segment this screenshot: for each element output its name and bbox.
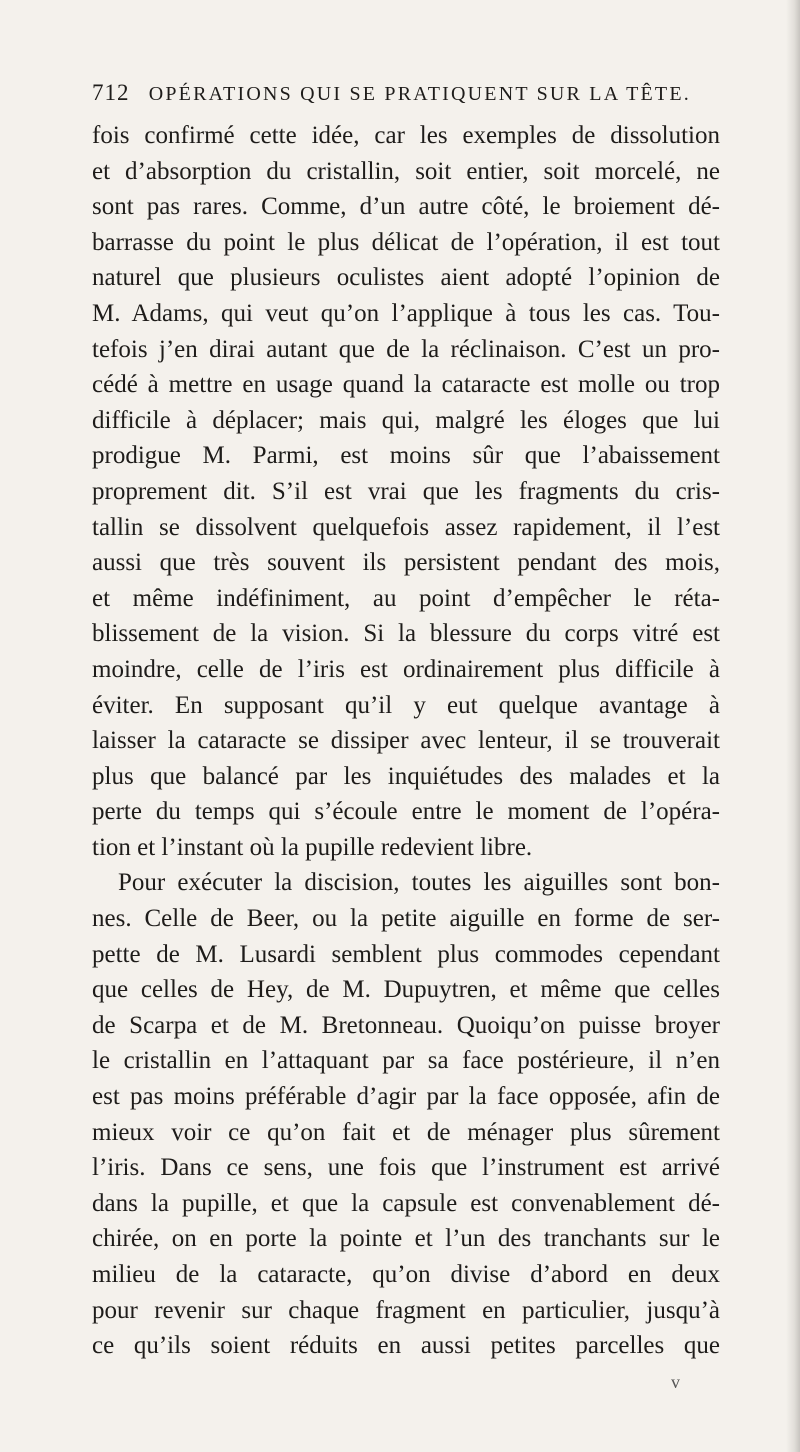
text-line: éviter. En supposant qu’il y eut quelque avantage à bbox=[92, 691, 720, 719]
text-line: barrasse du point le plus délicat de l’opération, il est tout bbox=[92, 228, 720, 256]
text-line: mieux voir ce qu’on fait et de ménager plus sûrement bbox=[92, 1118, 720, 1146]
text-line: pour revenir sur chaque fragment en particulier, jusqu’à bbox=[92, 1296, 720, 1324]
text-line: M. Adams, qui veut qu’on l’applique à tous les cas. Tou- bbox=[92, 299, 720, 327]
text-line: et même indéfiniment, au point d’empêcher le réta- bbox=[92, 584, 720, 612]
text-line: sont pas rares. Comme, d’un autre côté, le broiement dé- bbox=[92, 193, 720, 221]
text-line: et d’absorption du cristallin, soit entier, soit morcelé, ne bbox=[92, 157, 720, 185]
text-line: moindre, celle de l’iris est ordinairement plus difficile à bbox=[92, 655, 720, 683]
text-line: tefois j’en dirai autant que de la réclinaison. C’est un pro- bbox=[92, 335, 720, 363]
text-line: le cristallin en l’attaquant par sa face postérieure, il n’en bbox=[92, 1047, 720, 1075]
text-line: proprement dit. S’il est vrai que les fragments du cris- bbox=[92, 477, 720, 505]
text-line: est pas moins préférable d’agir par la face opposée, afin de bbox=[92, 1083, 720, 1111]
text-line: dans la pupille, et que la capsule est convenablement dé- bbox=[92, 1189, 720, 1217]
page-edge-shadow bbox=[786, 0, 800, 1452]
text-line: chirée, on en porte la pointe et l’un des tranchants sur le bbox=[92, 1225, 720, 1253]
text-line: difficile à déplacer; mais qui, malgré les éloges que lui bbox=[92, 406, 720, 434]
text-line: prodigue M. Parmi, est moins sûr que l’abaissement bbox=[92, 442, 720, 470]
text-line: nes. Celle de Beer, ou la petite aiguille en forme de ser- bbox=[92, 905, 720, 933]
text-line: aussi que très souvent ils persistent pendant des mois, bbox=[92, 549, 720, 577]
text-line: l’iris. Dans ce sens, une fois que l’instrument est arrivé bbox=[92, 1154, 720, 1182]
text-line: laisser la cataracte se dissiper avec lenteur, il se trouverait bbox=[92, 727, 720, 755]
text-line: blissement de la vision. Si la blessure du corps vitré est bbox=[92, 620, 720, 648]
text-line: naturel que plusieurs oculistes aient adopté l’opinion de bbox=[92, 264, 720, 292]
text-line: perte du temps qui s’écoule entre le moment de l’opéra- bbox=[92, 798, 720, 826]
text-line: cédé à mettre en usage quand la cataracte est molle ou trop bbox=[92, 371, 720, 399]
paragraph-start-line: Pour exécuter la discision, toutes les aiguilles sont bon- bbox=[118, 869, 720, 897]
text-line: ce qu’ils soient réduits en aussi petites parcelles que bbox=[92, 1332, 720, 1360]
text-line: de Scarpa et de M. Bretonneau. Quoiqu’on puisse broyer bbox=[92, 1011, 720, 1039]
stray-mark: v bbox=[671, 1372, 680, 1392]
running-header bbox=[92, 80, 732, 114]
text-line: plus que balancé par les inquiétudes des malades et la bbox=[92, 762, 720, 790]
page-number: 712 bbox=[92, 80, 130, 105]
text-line: pette de M. Lusardi semblent plus commodes cependant bbox=[92, 940, 720, 968]
text-line: milieu de la cataracte, qu’on divise d’abord en deux bbox=[92, 1261, 720, 1288]
paragraph-end-line: tion et l’instant où la pupille redevient libre. bbox=[92, 833, 533, 861]
text-line: tallin se dissolvent quelquefois assez rapidement, il l’est bbox=[92, 513, 720, 541]
text-line: que celles de Hey, de M. Dupuytren, et même que celles bbox=[92, 976, 720, 1004]
text-line: fois confirmé cette idée, car les exemples de dissolution bbox=[92, 122, 720, 149]
running-head-title: OPÉRATIONS QUI SE PRATIQUENT SUR LA TÊTE. bbox=[148, 83, 691, 105]
body-text bbox=[92, 118, 720, 1364]
